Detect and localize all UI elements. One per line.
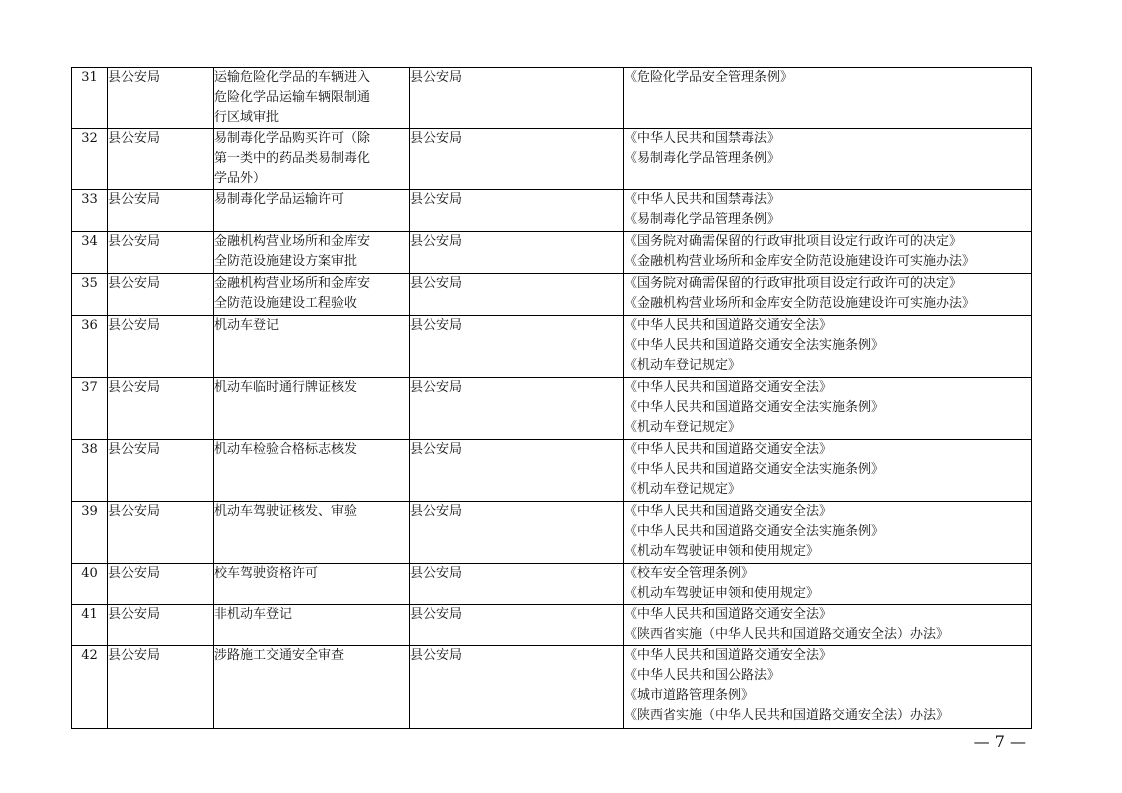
legal-basis-item: 《中华人民共和国道路交通安全法实施条例》 [624, 338, 885, 353]
legal-basis-cell [624, 232, 1032, 274]
row-number: 31 [72, 68, 108, 129]
row-number: 34 [72, 232, 108, 274]
table-row [72, 646, 1032, 729]
department-cell: 县公安局 [108, 232, 214, 274]
item-text-line: 危险化学品运输车辆限制通 [214, 90, 371, 105]
item-cell [214, 502, 410, 564]
legal-basis-cell [624, 378, 1032, 440]
department-cell: 县公安局 [108, 502, 214, 564]
table-row [72, 316, 1032, 378]
row-number: 38 [72, 440, 108, 502]
table-row [72, 190, 1032, 232]
row-number: 41 [72, 605, 108, 646]
department-cell: 县公安局 [108, 605, 214, 646]
organization-cell: 县公安局 [410, 502, 624, 564]
organization-cell: 县公安局 [410, 605, 624, 646]
item-text-line: 金融机构营业场所和金库安 [214, 276, 371, 291]
legal-basis-item: 《中华人民共和国道路交通安全法》 [624, 504, 833, 519]
item-text-line: 学品外） [214, 171, 267, 186]
legal-basis-item: 《校车安全管理条例》 [624, 566, 755, 581]
legal-basis-item: 《机动车登记规定》 [624, 482, 742, 497]
legal-basis-item: 《中华人民共和国道路交通安全法实施条例》 [624, 524, 885, 539]
organization-cell: 县公安局 [410, 129, 624, 190]
organization-cell: 县公安局 [410, 274, 624, 316]
department-cell: 县公安局 [108, 129, 214, 190]
department-cell: 县公安局 [108, 378, 214, 440]
legal-basis-item: 《易制毒化学品管理条例》 [624, 212, 781, 227]
table-row [72, 68, 1032, 129]
organization-cell: 县公安局 [410, 378, 624, 440]
item-cell [214, 378, 410, 440]
item-text-line: 涉路施工交通安全审查 [214, 648, 345, 663]
legal-basis-item: 《金融机构营业场所和金库安全防范设施建设许可实施办法》 [624, 296, 976, 311]
legal-basis-item: 《中华人民共和国道路交通安全法实施条例》 [624, 462, 885, 477]
item-text-line: 校车驾驶资格许可 [214, 566, 319, 581]
legal-basis-item: 《国务院对确需保留的行政审批项目设定行政许可的决定》 [624, 276, 963, 291]
organization-cell: 县公安局 [410, 564, 624, 605]
item-text-line: 行区域审批 [214, 110, 280, 125]
legal-basis-cell [624, 68, 1032, 129]
department-cell: 县公安局 [108, 564, 214, 605]
legal-basis-cell [624, 502, 1032, 564]
item-text-line: 非机动车登记 [214, 607, 293, 622]
page-number: — 7 — [973, 732, 1026, 751]
row-number: 39 [72, 502, 108, 564]
row-number: 35 [72, 274, 108, 316]
organization-cell: 县公安局 [410, 68, 624, 129]
item-text-line: 机动车登记 [214, 318, 280, 333]
item-text-line: 金融机构营业场所和金库安 [214, 234, 371, 249]
legal-basis-item: 《中华人民共和国道路交通安全法》 [624, 380, 833, 395]
item-cell [214, 440, 410, 502]
legal-basis-cell [624, 190, 1032, 232]
department-cell: 县公安局 [108, 316, 214, 378]
department-cell: 县公安局 [108, 440, 214, 502]
table-row [72, 232, 1032, 274]
legal-basis-item: 《易制毒化学品管理条例》 [624, 151, 781, 166]
item-cell [214, 605, 410, 646]
legal-basis-item: 《危险化学品安全管理条例》 [624, 70, 794, 85]
legal-basis-item: 《国务院对确需保留的行政审批项目设定行政许可的决定》 [624, 234, 963, 249]
organization-cell: 县公安局 [410, 440, 624, 502]
item-cell [214, 129, 410, 190]
department-cell: 县公安局 [108, 68, 214, 129]
row-number: 36 [72, 316, 108, 378]
legal-basis-cell [624, 316, 1032, 378]
legal-basis-item: 《中华人民共和国道路交通安全法》 [624, 442, 833, 457]
item-cell [214, 274, 410, 316]
table-row [72, 564, 1032, 605]
item-text-line: 运输危险化学品的车辆进入 [214, 70, 371, 85]
department-cell: 县公安局 [108, 190, 214, 232]
legal-basis-item: 《陕西省实施（中华人民共和国道路交通安全法）办法》 [624, 708, 950, 723]
item-cell [214, 68, 410, 129]
table-row [72, 605, 1032, 646]
row-number: 33 [72, 190, 108, 232]
row-number: 37 [72, 378, 108, 440]
legal-basis-cell [624, 274, 1032, 316]
legal-basis-item: 《金融机构营业场所和金库安全防范设施建设许可实施办法》 [624, 254, 976, 269]
legal-basis-item: 《陕西省实施（中华人民共和国道路交通安全法）办法》 [624, 627, 950, 642]
item-text-line: 全防范设施建设方案审批 [214, 254, 358, 269]
item-cell [214, 190, 410, 232]
department-cell: 县公安局 [108, 646, 214, 729]
legal-basis-item: 《中华人民共和国道路交通安全法》 [624, 607, 833, 622]
legal-basis-item: 《中华人民共和国道路交通安全法》 [624, 318, 833, 333]
legal-basis-cell [624, 129, 1032, 190]
legal-basis-cell [624, 605, 1032, 646]
item-cell [214, 316, 410, 378]
item-text-line: 全防范设施建设工程验收 [214, 296, 358, 311]
department-cell: 县公安局 [108, 274, 214, 316]
row-number: 42 [72, 646, 108, 729]
item-cell [214, 646, 410, 729]
table-row [72, 378, 1032, 440]
item-cell [214, 232, 410, 274]
table-row [72, 129, 1032, 190]
item-text-line: 机动车驾驶证核发、审验 [214, 504, 358, 519]
item-text-line: 易制毒化学品运输许可 [214, 192, 345, 207]
row-number: 32 [72, 129, 108, 190]
legal-basis-item: 《中华人民共和国禁毒法》 [624, 192, 781, 207]
item-text-line: 第一类中的药品类易制毒化 [214, 151, 371, 166]
legal-basis-item: 《中华人民共和国道路交通安全法实施条例》 [624, 400, 885, 415]
table-body [72, 68, 1032, 729]
item-text-line: 机动车检验合格标志核发 [214, 442, 358, 457]
legal-basis-cell [624, 440, 1032, 502]
legal-basis-item: 《机动车驾驶证申领和使用规定》 [624, 586, 820, 601]
permits-table [71, 67, 1032, 729]
organization-cell: 县公安局 [410, 316, 624, 378]
legal-basis-item: 《中华人民共和国道路交通安全法》 [624, 648, 833, 663]
row-number: 40 [72, 564, 108, 605]
legal-basis-item: 《机动车登记规定》 [624, 358, 742, 373]
legal-basis-item: 《中华人民共和国禁毒法》 [624, 131, 781, 146]
legal-basis-cell [624, 646, 1032, 729]
legal-basis-item: 《中华人民共和国公路法》 [624, 668, 781, 683]
item-cell [214, 564, 410, 605]
table-row [72, 274, 1032, 316]
legal-basis-item: 《机动车驾驶证申领和使用规定》 [624, 544, 820, 559]
legal-basis-item: 《机动车登记规定》 [624, 420, 742, 435]
organization-cell: 县公安局 [410, 646, 624, 729]
organization-cell: 县公安局 [410, 232, 624, 274]
organization-cell: 县公安局 [410, 190, 624, 232]
legal-basis-item: 《城市道路管理条例》 [624, 688, 755, 703]
legal-basis-cell [624, 564, 1032, 605]
table-row [72, 440, 1032, 502]
item-text-line: 易制毒化学品购买许可（除 [214, 131, 371, 146]
table-row [72, 502, 1032, 564]
item-text-line: 机动车临时通行牌证核发 [214, 380, 358, 395]
